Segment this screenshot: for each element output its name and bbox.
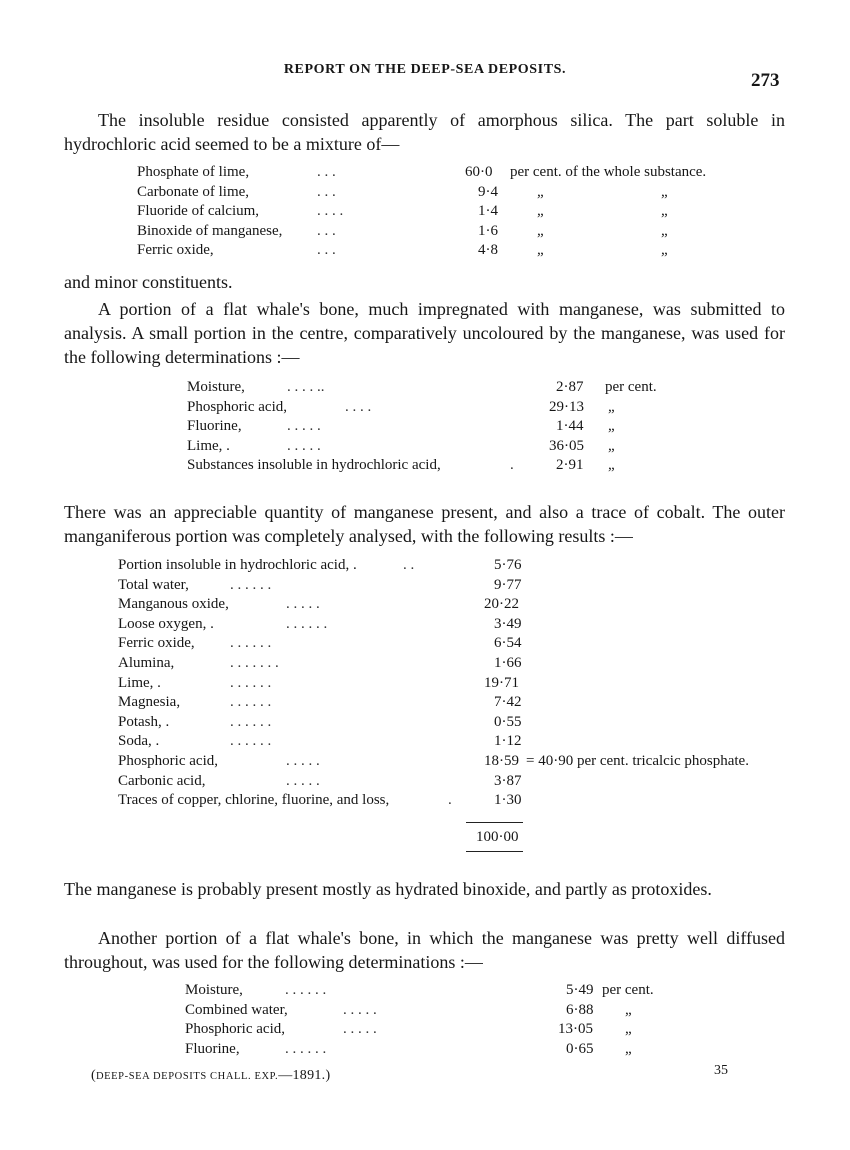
- row-value: 13·05: [558, 1021, 593, 1037]
- row-leader-dots: . . . . . .: [230, 694, 272, 711]
- table-row: [185, 982, 685, 1002]
- row-leader-dots: . . . . .: [286, 596, 320, 613]
- analysis-total: 100·00: [476, 829, 519, 845]
- table-row: [118, 596, 788, 616]
- row-leader-dots: . . . . . .: [286, 615, 328, 632]
- table-row: [118, 792, 788, 812]
- row-leader-dots: . . . . .: [343, 1001, 377, 1018]
- series-prefix: (: [91, 1068, 96, 1083]
- row-leader-dots: . . . . .: [343, 1021, 377, 1037]
- table-row: [185, 1021, 685, 1041]
- row-value: 9·4: [478, 183, 498, 200]
- row-label: Loose oxygen, .: [118, 615, 214, 632]
- row-unit: „: [608, 418, 615, 434]
- row-leader-dots: . . . . . .: [230, 713, 272, 730]
- row-leader-dots: . . . .: [345, 398, 372, 415]
- total-rule: [466, 851, 523, 852]
- row-leader-dots: . . . . ..: [287, 379, 325, 395]
- series-abbrev: DEEP-SEA DEPOSITS CHALL. EXP.: [95, 1071, 279, 1082]
- row-unit: per cent. of the whole substance.: [510, 164, 707, 180]
- signature-mark: 35: [714, 1063, 728, 1078]
- row-label: Binoxide of manganese,: [137, 222, 283, 239]
- row-value: 1·66: [494, 654, 522, 671]
- row-label: Moisture,: [187, 379, 245, 395]
- row-value: 5·49: [566, 982, 594, 998]
- row-leader-dots: . . . . . .: [230, 674, 272, 691]
- table-diffused-determinations: [185, 982, 685, 1060]
- table-manganiferous-analysis: [118, 557, 788, 812]
- row-value: 36·05: [549, 437, 584, 454]
- table-row: [118, 773, 788, 793]
- table-row: [118, 616, 788, 636]
- row-unit: „: [608, 398, 615, 415]
- table-phosphate-composition: [137, 164, 757, 262]
- row-label: Fluorine,: [187, 418, 242, 434]
- row-label: Portion insoluble in hydrochloric acid, .: [118, 557, 357, 573]
- row-label: Substances insoluble in hydrochloric acid,: [187, 457, 441, 473]
- table-centre-determinations: [187, 379, 707, 477]
- table-row: [187, 457, 707, 477]
- row-value: 19·71: [484, 674, 519, 691]
- row-value: 5·76: [494, 557, 522, 573]
- row-value: 20·22: [484, 596, 519, 613]
- row-leader-dots: . . . . .: [286, 772, 320, 789]
- table-row: [118, 694, 788, 714]
- table-row: [118, 655, 788, 675]
- row-unit: „: [537, 183, 544, 200]
- row-unit: „: [537, 222, 544, 239]
- row-unit: „: [608, 437, 615, 454]
- row-value: 1·12: [494, 733, 522, 750]
- running-title: REPORT ON THE DEEP-SEA DEPOSITS.: [283, 62, 567, 77]
- paragraph-diffused-manganese: Another portion of a flat whale's bone, in which the manganese was pretty well diffused throughout, was used for the following determinations :—: [64, 928, 785, 972]
- row-label: Fluorine,: [185, 1040, 240, 1057]
- row-label: Combined water,: [185, 1001, 288, 1018]
- row-leader-dots: . . . . . .: [285, 1040, 327, 1057]
- row-leader-dots: . . .: [317, 164, 336, 180]
- series-footnote: [91, 1068, 330, 1084]
- row-label: Phosphoric acid,: [118, 752, 218, 769]
- table-row: [118, 714, 788, 734]
- table-row: [118, 675, 788, 695]
- row-unit: „: [537, 242, 544, 258]
- row-label: Total water,: [118, 576, 189, 593]
- series-year: —1891.): [278, 1068, 331, 1083]
- row-label: Phosphoric acid,: [185, 1021, 285, 1037]
- row-label: Moisture,: [185, 982, 243, 998]
- row-leader-dots: . .: [403, 557, 415, 573]
- table-row: [137, 184, 757, 204]
- row-note: = 40·90 per cent. tricalcic phosphate.: [526, 752, 749, 769]
- row-label: Fluoride of calcium,: [137, 203, 260, 219]
- table-row: [185, 1041, 685, 1061]
- table-row: [187, 379, 707, 399]
- paragraph-minor-constituents: and minor constituents.: [64, 272, 233, 292]
- table-row: [187, 418, 707, 438]
- row-value: 60·0: [465, 164, 493, 180]
- row-value: 6·88: [566, 1001, 594, 1018]
- row-leader-dots: . . . . . . .: [230, 654, 279, 671]
- row-value: 1·30: [494, 792, 522, 809]
- row-label: Ferric oxide,: [118, 635, 195, 652]
- row-value: 1·44: [556, 418, 584, 434]
- row-value: 1·6: [478, 222, 498, 239]
- row-leader-dots: . . . . . .: [285, 982, 327, 998]
- row-unit-ditto: „: [661, 222, 668, 239]
- row-label: Traces of copper, chlorine, fluorine, and loss,: [118, 792, 390, 809]
- row-value: 0·65: [566, 1040, 594, 1057]
- table-row: [137, 203, 757, 223]
- row-label: Carbonate of lime,: [137, 183, 250, 200]
- row-value: 18·59: [484, 752, 519, 769]
- paragraph-manganese-binoxide: The manganese is probably present mostly as hydrated binoxide, and partly as protoxides.: [64, 879, 712, 899]
- table-row: [185, 1002, 685, 1022]
- table-row: [118, 753, 788, 773]
- row-label: Lime, .: [187, 437, 230, 454]
- row-label: Potash, .: [118, 713, 170, 730]
- page-number: 273: [751, 70, 780, 91]
- row-unit-ditto: „: [661, 203, 668, 219]
- row-value: 1·4: [478, 203, 498, 219]
- row-leader-dots: . . . . .: [287, 437, 321, 454]
- table-row: [118, 635, 788, 655]
- row-leader-dots: . . . .: [317, 203, 344, 219]
- row-value: 29·13: [549, 398, 584, 415]
- row-label: Lime, .: [118, 674, 161, 691]
- row-label: Phosphate of lime,: [137, 164, 250, 180]
- paragraph-manganese-cobalt: There was an appreciable quantity of manganese present, and also a trace of cobalt. The outer manganiferous portion was completely analysed, with the following results :—: [64, 502, 785, 546]
- row-label: Carbonic acid,: [118, 772, 206, 789]
- row-label: Phosphoric acid,: [187, 398, 287, 415]
- row-unit: „: [537, 203, 544, 219]
- paragraph-whale-bone-analysis: A portion of a flat whale's bone, much impregnated with manganese, was submitted to analysis. A small portion in the centre, comparatively uncoloured by the manganese, was used for the following determinations :—: [64, 299, 785, 367]
- table-row: [187, 399, 707, 419]
- row-unit: „: [625, 1001, 632, 1018]
- table-row: [187, 438, 707, 458]
- row-value: 9·77: [494, 576, 522, 593]
- table-row: [137, 242, 757, 262]
- row-leader-dots: . . . . .: [287, 418, 321, 434]
- row-unit: „: [625, 1040, 632, 1057]
- paragraph-insoluble-residue: The insoluble residue consisted apparently of amorphous silica. The part soluble in hydrochloric acid seemed to be a mixture of—: [64, 110, 785, 154]
- row-value: 3·87: [494, 772, 522, 789]
- row-label: Magnesia,: [118, 694, 181, 711]
- row-leader-dots: . . .: [317, 222, 336, 239]
- row-leader-dots: . . .: [317, 183, 336, 200]
- table-row: [118, 577, 788, 597]
- row-label: Ferric oxide,: [137, 242, 214, 258]
- row-unit: „: [625, 1021, 632, 1037]
- row-value: 0·55: [494, 713, 522, 730]
- table-row: [137, 164, 757, 184]
- row-value: 2·87: [556, 379, 584, 395]
- row-label: Soda, .: [118, 733, 160, 750]
- table-row: [137, 223, 757, 243]
- row-leader-dots: . . .: [317, 242, 336, 258]
- row-leader-dots: .: [510, 457, 514, 473]
- row-leader-dots: . . . . . .: [230, 733, 272, 750]
- row-value: 3·49: [494, 615, 522, 632]
- row-unit: per cent.: [602, 982, 654, 998]
- row-unit: „: [608, 457, 615, 473]
- row-label: Alumina,: [118, 654, 175, 671]
- sum-rule: [466, 822, 523, 823]
- table-row: [118, 733, 788, 753]
- row-leader-dots: .: [448, 792, 452, 809]
- row-unit-ditto: „: [661, 183, 668, 200]
- table-row: [118, 557, 788, 577]
- row-value: 4·8: [478, 242, 498, 258]
- row-value: 2·91: [556, 457, 584, 473]
- row-label: Manganous oxide,: [118, 596, 229, 613]
- row-leader-dots: . . . . . .: [230, 635, 272, 652]
- row-unit-ditto: „: [661, 242, 668, 258]
- row-leader-dots: . . . . .: [286, 752, 320, 769]
- row-value: 6·54: [494, 635, 522, 652]
- row-leader-dots: . . . . . .: [230, 576, 272, 593]
- row-value: 7·42: [494, 694, 522, 711]
- row-unit: per cent.: [605, 379, 657, 395]
